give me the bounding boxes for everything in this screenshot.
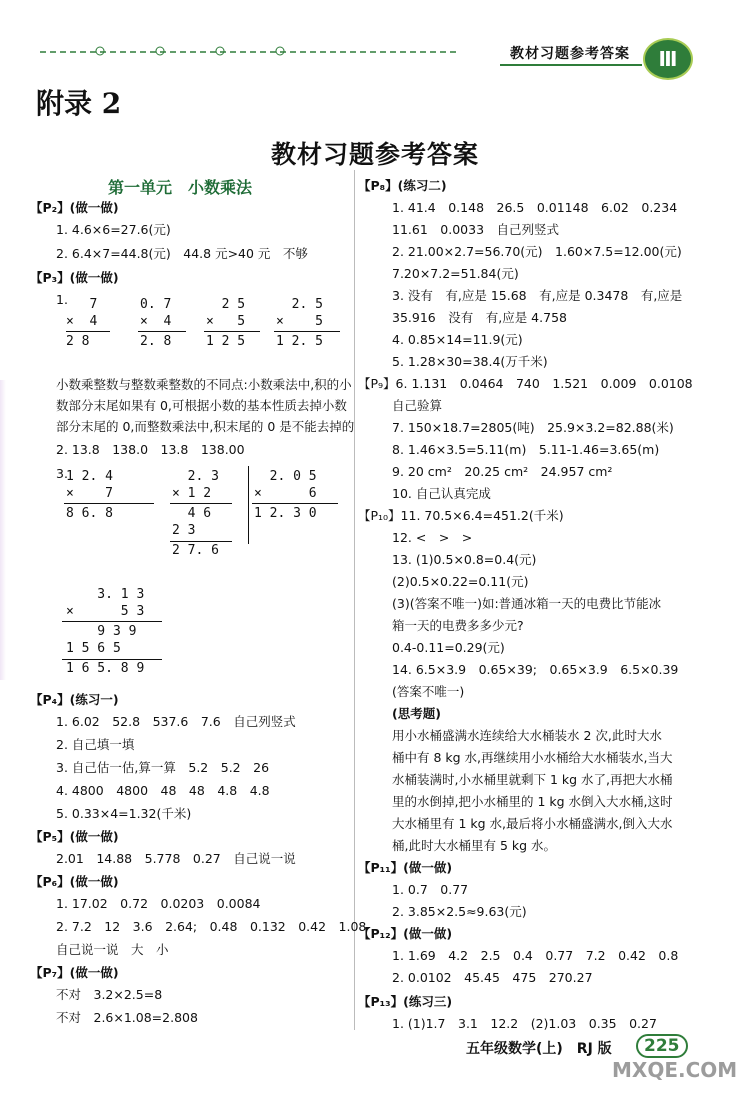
section-heading: 【P₆】(做一做): [30, 874, 119, 889]
answer-line: 2. 13.8 138.0 13.8 138.00: [56, 442, 245, 457]
answer-line: 水桶装满时,小水桶里就剩下 1 kg 水了,再把大水桶: [392, 772, 673, 787]
section-heading: 【P₄】(练习一): [30, 692, 119, 707]
calc-row: 2 8: [66, 334, 90, 349]
vertical-calc: [66, 296, 97, 350]
calc-underline: [274, 331, 340, 332]
calc-underline: [170, 541, 232, 542]
calc-row: 9 3 9: [66, 624, 137, 639]
answer-line: 12. < > >: [392, 530, 473, 545]
answer-line: 桶中有 8 kg 水,再继续用小水桶给大水桶装水,当大: [392, 750, 673, 765]
answer-line: 大水桶里有 1 kg 水,最后将小水桶盛满水,倒入大水: [392, 816, 673, 831]
answer-line: 5. 0.33×4=1.32(千米): [56, 806, 192, 821]
vertical-calc: [276, 296, 323, 350]
calc-row: 1 6 5. 8 9: [66, 661, 145, 676]
vertical-calc: [206, 296, 245, 350]
section-heading: 【P₁₃】(练习三): [358, 994, 453, 1009]
calc-row: × 5: [276, 314, 323, 329]
answer-line: 不对 2.6×1.08=2.808: [56, 1010, 198, 1025]
answer-line: 数部分末尾如果有 0,可根据小数的基本性质去掉小数: [56, 398, 347, 413]
answer-line: 部分末尾的 0,而整数乘法中,积末尾的 0 是不能去掉的: [56, 419, 355, 434]
answer-line: 35.916 没有 有,应是 4.758: [392, 310, 567, 325]
calc-row: 4 6: [172, 506, 212, 521]
calc-row: × 6: [254, 486, 317, 501]
calc-row: × 5: [206, 314, 246, 329]
header-decoration: [40, 46, 460, 58]
vertical-calc: [254, 468, 317, 522]
answer-line: 3.: [56, 466, 68, 481]
answer-line: 里的水倒掉,把小水桶里的 1 kg 水倒入大水桶,这时: [392, 794, 673, 809]
page-title: 教材习题参考答案: [270, 140, 479, 169]
calc-underline: [64, 503, 154, 504]
answer-line: 1.: [56, 292, 68, 307]
answer-line: 桶,此时大水桶里有 5 kg 水。: [392, 838, 557, 853]
calc-row: 1 2 5: [206, 334, 246, 349]
answer-line: 1. 41.4 0.148 26.5 0.01148 6.02 0.234: [392, 200, 678, 215]
answer-line: 【P₁₀】11. 70.5×6.4=451.2(千米): [358, 508, 564, 523]
section-heading: 【P₃】(做一做): [30, 270, 119, 285]
answer-line: (3)(答案不唯一)如:普通冰箱一天的电费比节能冰: [392, 596, 662, 611]
calc-row: 2 3: [172, 523, 212, 538]
answer-line: 9. 20 cm² 20.25 cm² 24.957 cm²: [392, 464, 613, 479]
answer-line: 1. 0.7 0.77: [392, 882, 469, 897]
header-title: 教材习题参考答案: [510, 46, 630, 62]
answer-line: 1. 17.02 0.72 0.0203 0.0084: [56, 896, 261, 911]
section-heading: (思考题): [392, 706, 441, 721]
calc-row: 1 5 6 5: [66, 641, 137, 656]
calc-underline: [204, 331, 260, 332]
vertical-calc: [172, 468, 219, 559]
answer-line: 4. 4800 4800 48 48 4.8 4.8: [56, 783, 270, 798]
answer-line: 2. 0.0102 45.45 475 270.27: [392, 970, 593, 985]
answer-line: 1. 4.6×6=27.6(元): [56, 222, 171, 237]
calc-row: 1 2. 5: [276, 334, 323, 349]
section-heading: 【P₅】(做一做): [30, 829, 119, 844]
answer-line: 1. 1.69 4.2 2.5 0.4 0.77 7.2 0.42 0.8: [392, 948, 679, 963]
page-number: 225: [636, 1034, 688, 1058]
unit-title: 第一单元 小数乘法: [108, 178, 253, 197]
answer-line: 0.4-0.11=0.29(元): [392, 640, 505, 655]
calc-underline: [66, 331, 110, 332]
section-heading: 【P₇】(做一做): [30, 965, 119, 980]
calc-row: 3. 1 3: [66, 587, 145, 602]
footer-book-info: 五年级数学(上) RJ 版: [466, 1041, 612, 1057]
answer-line: 3. 自己估一估,算一算 5.2 5.2 26: [56, 760, 270, 775]
answer-line: 8. 1.46×3.5=5.11(m) 5.11-1.46=3.65(m): [392, 442, 660, 457]
answer-line: 2. 6.4×7=44.8(元) 44.8 元>40 元 不够: [56, 246, 308, 261]
calc-underline: [138, 331, 186, 332]
section-heading: 【P₂】(做一做): [30, 200, 119, 215]
answer-line: 2. 自己填一填: [56, 737, 135, 752]
watermark: MXQE.COM: [612, 1058, 738, 1082]
answer-line: 自己说一说 大 小: [56, 942, 169, 957]
calc-row: 1 2. 4: [66, 469, 113, 484]
answer-line: (2)0.5×0.22=0.11(元): [392, 574, 529, 589]
calc-row: × 5 3: [66, 604, 145, 619]
answer-line: (答案不唯一): [392, 684, 465, 699]
calc-row: 0. 7: [140, 297, 172, 312]
calc-separator: [248, 466, 249, 544]
header-rule: [500, 64, 642, 66]
book-logo: Ⅲ: [643, 38, 693, 80]
answer-line: 自己验算: [392, 398, 443, 413]
answer-line: 用小水桶盛满水连续给大水桶装水 2 次,此时大水: [392, 728, 662, 743]
answer-line: 3. 没有 有,应是 15.68 有,应是 0.3478 有,应是: [392, 288, 683, 303]
answer-line: 13. (1)0.5×0.8=0.4(元): [392, 552, 537, 567]
vertical-calc: [140, 296, 171, 350]
answer-line: 小数乘整数与整数乘整数的不同点:小数乘法中,积的小: [56, 377, 352, 392]
calc-row: 2 5: [206, 297, 246, 312]
calc-row: × 4: [140, 314, 172, 329]
calc-underline: [252, 503, 338, 504]
appendix-label: 附录 2: [36, 87, 122, 120]
answer-line: 10. 自己认真完成: [392, 486, 491, 501]
answer-line: 5. 1.28×30=38.4(万千米): [392, 354, 548, 369]
answer-line: 2. 21.00×2.7=56.70(元) 1.60×7.5=12.00(元): [392, 244, 682, 259]
calc-row: × 7: [66, 486, 113, 501]
calc-row: 1 2. 3 0: [254, 506, 317, 521]
section-heading: 【P₁₁】(做一做): [358, 860, 453, 875]
vertical-calc: [66, 468, 113, 522]
calc-row: 2. 0 5: [254, 469, 317, 484]
calc-row: × 1 2: [172, 486, 212, 501]
answer-line: 箱一天的电费多多少元?: [392, 618, 524, 633]
column-divider: [354, 170, 355, 1030]
calc-row: 2. 3: [172, 469, 219, 484]
answer-line: 2.01 14.88 5.778 0.27 自己说一说: [56, 851, 296, 866]
section-heading: 【P₁₂】(做一做): [358, 926, 453, 941]
answer-line: 1. (1)1.7 3.1 12.2 (2)1.03 0.35 0.27: [392, 1016, 657, 1031]
calc-row: 2. 8: [140, 334, 172, 349]
calc-row: 8 6. 8: [66, 506, 113, 521]
answer-line: 7. 150×18.7=2805(吨) 25.9×3.2=82.88(米): [392, 420, 674, 435]
answer-line: 2. 7.2 12 3.6 2.64; 0.48 0.132 0.42 1.08: [56, 919, 367, 934]
answer-line: 2. 3.85×2.5≈9.63(元): [392, 904, 527, 919]
calc-row: × 4: [66, 314, 98, 329]
section-heading: 【P₈】(练习二): [358, 178, 447, 193]
answer-line: 【P₉】6. 1.131 0.0464 740 1.521 0.009 0.0108: [358, 376, 693, 391]
calc-row: 2. 5: [276, 297, 323, 312]
answer-line: 4. 0.85×14=11.9(元): [392, 332, 523, 347]
answer-line: 14. 6.5×3.9 0.65×39; 0.65×3.9 6.5×0.39: [392, 662, 679, 677]
answer-line: 11.61 0.0033 自己列竖式: [392, 222, 560, 237]
calc-underline: [62, 621, 162, 622]
answer-line: 1. 6.02 52.8 537.6 7.6 自己列竖式: [56, 714, 296, 729]
calc-underline: [62, 659, 162, 660]
answer-line: 7.20×7.2=51.84(元): [392, 266, 519, 281]
calc-row: 2 7. 6: [172, 543, 219, 558]
vertical-calc: [66, 586, 144, 677]
page-edge-shading: [0, 380, 6, 680]
answer-line: 不对 3.2×2.5=8: [56, 987, 163, 1002]
calc-row: 7: [66, 297, 98, 312]
calc-underline: [170, 503, 232, 504]
